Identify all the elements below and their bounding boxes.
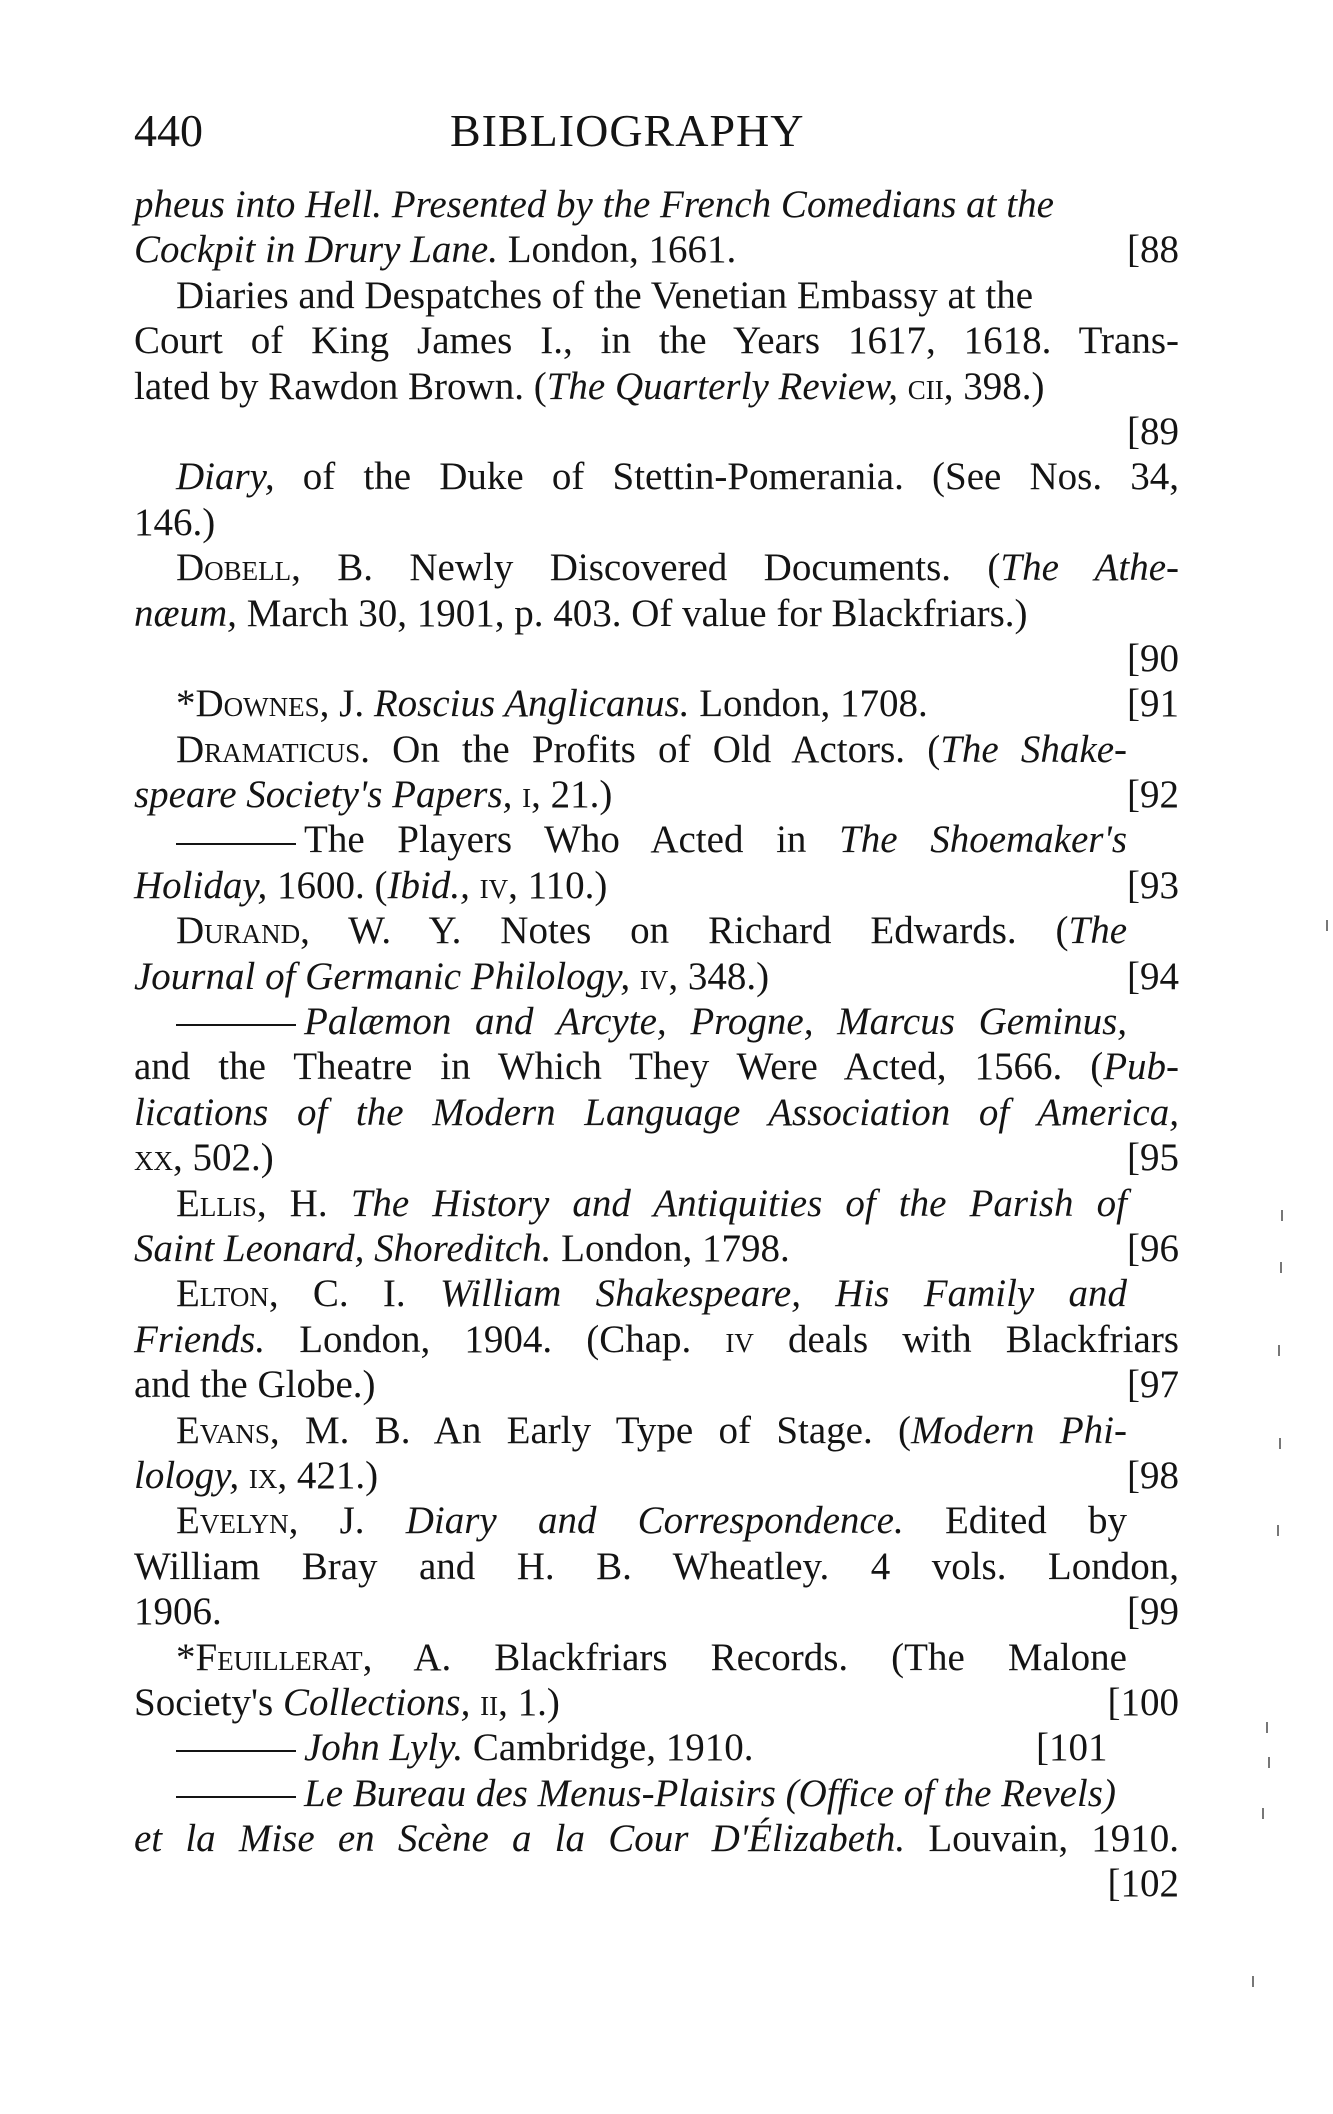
italic-title-text: Diary,: [176, 455, 275, 499]
italic-title-text: Palæmon and Arcyte, Progne, Marcus Geminus,: [304, 1000, 1127, 1044]
italic-title-text: Roscius Anglicanus.: [373, 682, 690, 726]
author-name: Evans: [176, 1408, 270, 1452]
italic-title-text: et la Mise en Scène a la Cour D'Élizabeth.: [134, 1817, 906, 1861]
text-line: [134, 1271, 1179, 1316]
text-line: [134, 454, 1179, 499]
entry-number: [90: [1127, 636, 1179, 680]
author-name: Feuillerat: [195, 1635, 363, 1679]
author-name: Durand: [176, 909, 301, 953]
italic-title-text: lology,: [134, 1453, 240, 1497]
text-line: [134, 681, 1179, 726]
ditto-dash: [176, 843, 296, 845]
entry-text: Diaries and Despatches of the Venetian Embassy at the: [176, 273, 1034, 317]
author-name: cii: [907, 364, 944, 408]
text-line: [134, 1044, 1179, 1089]
text-line: [134, 182, 1179, 227]
entry-text: [898, 365, 908, 408]
entry-text: , J.: [319, 682, 374, 726]
entry-text: London, 1708.: [689, 682, 928, 726]
text-line: [134, 1181, 1179, 1226]
text-line: [134, 545, 1179, 590]
entry-text: [512, 773, 522, 816]
entry-text: . On the Profits of Old Actors. (: [360, 727, 941, 771]
entry-text: London, 1904. (Chap.: [265, 1317, 726, 1361]
entry-text: 1906.: [134, 1590, 222, 1634]
entry-text: [470, 864, 480, 907]
author-name: Ellis: [176, 1181, 257, 1225]
text-line: [134, 364, 1179, 409]
italic-title-text: The Shake-: [940, 727, 1128, 771]
author-name: xx: [134, 1136, 173, 1180]
entry-text: , M. B. An Early Type of Stage. (: [269, 1408, 912, 1452]
text-line: [134, 1861, 1179, 1906]
text-line: [134, 954, 1179, 999]
entry-text: [470, 1681, 480, 1724]
italic-title-text: næum,: [134, 591, 237, 635]
italic-title-text: William Shakespeare, His Family and: [439, 1272, 1128, 1316]
entry-text: , 421.): [277, 1453, 379, 1497]
italic-title-text: Ibid.,: [387, 863, 470, 907]
entry-text: Court of King James I., in the Years 1617, 1618. Trans-: [134, 319, 1179, 363]
italic-title-text: The: [1068, 909, 1127, 953]
entry-text: , 1.): [498, 1680, 560, 1724]
text-line: [134, 999, 1179, 1044]
entry-text: of the Duke of Stettin-Pomerania. (See Nos. 34,: [274, 455, 1179, 499]
bibliography-text: [134, 182, 1179, 1907]
entry-number: [91: [1127, 682, 1179, 726]
text-line: [134, 1725, 1179, 1770]
entry-text: William Bray and H. B. Wheatley. 4 vols. London,: [134, 1544, 1179, 1588]
text-line: [134, 1453, 1179, 1498]
text-line: [134, 273, 1179, 318]
entry-text: [239, 1454, 249, 1497]
text-line: [134, 500, 1179, 545]
ditto-dash: [176, 1750, 296, 1752]
italic-title-text: John Lyly.: [304, 1726, 464, 1770]
italic-title-text: Modern Phi-: [911, 1408, 1128, 1452]
entry-text: , 21.): [531, 773, 613, 817]
entry-text: , W. Y. Notes on Richard Edwards. (: [300, 909, 1069, 953]
entry-text: London, 1661.: [497, 228, 737, 272]
entry-number: [94: [1127, 954, 1179, 998]
text-line: [134, 1498, 1179, 1543]
entry-text: [630, 955, 640, 998]
ditto-dash: [176, 1796, 296, 1798]
entry-number: [95: [1127, 1136, 1179, 1180]
text-line: [134, 1816, 1179, 1861]
author-name: Downes: [195, 682, 320, 726]
entry-text: 146.): [134, 500, 216, 544]
entry-text: The Players Who Acted in: [304, 818, 840, 862]
running-head: BIBLIOGRAPHY: [450, 105, 805, 156]
entry-number: [100: [1107, 1680, 1179, 1724]
book-page: [134, 100, 1179, 1907]
text-line: [134, 1544, 1179, 1589]
entry-number: [92: [1127, 773, 1179, 817]
entry-text: and the Globe.): [134, 1363, 376, 1407]
italic-title-text: Saint Leonard, Shoreditch.: [134, 1226, 552, 1270]
text-line: [134, 409, 1179, 454]
italic-title-text: Cockpit in Drury Lane.: [134, 228, 498, 272]
entry-text: Edited by: [903, 1499, 1127, 1543]
author-name: ii: [480, 1680, 499, 1724]
italic-title-text: Diary and Correspondence.: [405, 1499, 904, 1543]
entry-text: , 110.): [508, 863, 608, 907]
entry-text: deals with Blackfriars: [753, 1317, 1179, 1361]
entry-text: , J.: [288, 1499, 406, 1543]
author-name: i: [522, 773, 532, 817]
entry-number: [88: [1127, 228, 1179, 272]
text-line: [134, 908, 1179, 953]
italic-title-text: speare Society's Papers,: [134, 773, 513, 817]
text-line: [134, 591, 1179, 636]
entry-text: , B. Newly Discovered Documents. (: [291, 546, 1001, 590]
text-line: [134, 1362, 1179, 1407]
entry-text: , H.: [256, 1181, 351, 1225]
italic-title-text: Friends.: [134, 1317, 266, 1361]
italic-title-text: Pub-: [1103, 1045, 1179, 1089]
entry-text: *: [176, 682, 196, 726]
entry-text: and the Theatre in Which They Were Acted, 1566. (: [134, 1045, 1104, 1089]
italic-title-text: The Quarterly Review,: [546, 364, 898, 408]
entry-number: [99: [1127, 1590, 1179, 1634]
author-name: iv: [479, 863, 509, 907]
author-name: iv: [639, 954, 669, 998]
entry-text: lated by Rawdon Brown. (: [134, 364, 547, 408]
entry-text: London, 1798.: [551, 1226, 790, 1270]
entry-number: [102: [1107, 1862, 1179, 1906]
entry-number: [96: [1127, 1226, 1179, 1270]
author-name: Dramaticus: [176, 727, 361, 771]
text-line: [134, 1771, 1179, 1816]
text-line: [134, 1589, 1179, 1634]
entry-text: March 30, 1901, p. 403. Of value for Blackfriars.): [236, 591, 1028, 635]
text-line: [134, 1635, 1179, 1680]
entry-number: [89: [1127, 409, 1179, 453]
entry-text: Louvain, 1910.: [905, 1817, 1180, 1861]
text-line: [134, 727, 1179, 772]
text-line: [134, 1408, 1179, 1453]
entry-number: [97: [1127, 1363, 1179, 1407]
entry-number: [101: [1036, 1726, 1108, 1770]
author-name: Evelyn: [176, 1499, 289, 1543]
entry-text: Cambridge, 1910.: [463, 1726, 754, 1770]
author-name: ix: [248, 1453, 278, 1497]
entry-text: , C. I.: [268, 1272, 440, 1316]
italic-title-text: pheus into Hell. Presented by the French Comedians at the: [134, 183, 1054, 226]
text-line: [134, 772, 1179, 817]
entry-text: *: [176, 1635, 196, 1679]
ditto-dash: [176, 1024, 296, 1026]
entry-text: Society's: [134, 1680, 283, 1724]
italic-title-text: lications of the Modern Language Association of America,: [134, 1090, 1179, 1134]
entry-text: , 502.): [173, 1136, 274, 1180]
text-line: [134, 1680, 1179, 1725]
text-line: [134, 636, 1179, 681]
text-line: [134, 1226, 1179, 1271]
page-header: [134, 100, 1179, 182]
italic-title-text: The History and Antiquities of the Parish of: [350, 1181, 1127, 1225]
italic-title-text: Le Bureau des Menus-Plaisirs (Office of the Revels): [304, 1771, 1116, 1815]
italic-title-text: The Shoemaker's: [839, 818, 1127, 862]
entry-number: [98: [1127, 1453, 1179, 1497]
author-name: iv: [725, 1317, 754, 1361]
text-line: [134, 1317, 1179, 1362]
text-line: [134, 863, 1179, 908]
author-name: Dobell: [176, 546, 292, 590]
entry-text: , 348.): [668, 954, 770, 998]
italic-title-text: Collections,: [282, 1680, 471, 1724]
italic-title-text: Journal of Germanic Philology,: [134, 954, 631, 998]
text-line: [134, 318, 1179, 363]
page-number: 440: [134, 105, 203, 156]
text-line: [134, 1135, 1179, 1180]
text-line: [134, 817, 1179, 862]
entry-text: , 398.): [943, 364, 1045, 408]
italic-title-text: Holiday,: [134, 863, 268, 907]
entry-number: [93: [1127, 863, 1179, 907]
italic-title-text: The Athe-: [1000, 546, 1179, 590]
entry-text: , A. Blackfriars Records. (The Malone: [362, 1635, 1127, 1679]
text-line: [134, 227, 1179, 272]
author-name: Elton: [176, 1272, 269, 1316]
text-line: [134, 1090, 1179, 1135]
entry-text: 1600. (: [267, 863, 388, 907]
